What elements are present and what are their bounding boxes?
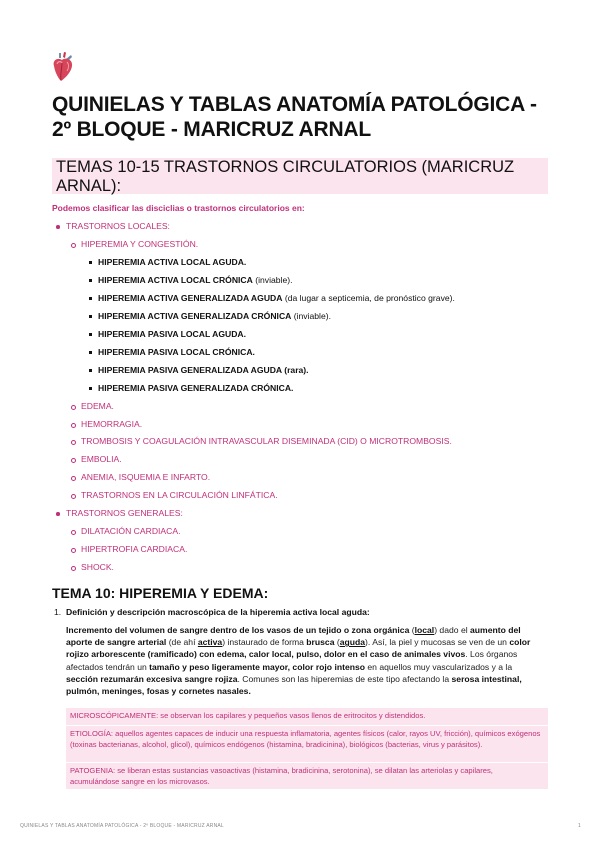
- intro-text: Podemos clasificar las disciclias o trastornos circulatorios en:: [52, 203, 305, 213]
- list-item: HIPEREMIA ACTIVA GENERALIZADA CRÓNICA (inviable).: [98, 311, 332, 321]
- page-number: 1: [578, 823, 581, 829]
- section-heading: TEMAS 10-15 TRASTORNOS CIRCULATORIOS (MARICRUZ ARNAL):: [52, 158, 548, 194]
- list-item-hemorragia: HEMORRAGIA.: [81, 419, 143, 429]
- list-item-anemia: ANEMIA, ISQUEMIA E INFARTO.: [81, 472, 211, 482]
- list-item-dilatacion: DILATACIÓN CARDIACA.: [81, 526, 181, 536]
- list-item: HIPEREMIA PASIVA GENERALIZADA CRÓNICA.: [98, 383, 294, 393]
- anatomical-heart-icon: [50, 52, 76, 82]
- list-item-trastornos-locales: TRASTORNOS LOCALES:: [66, 221, 170, 231]
- list-item-hiperemia: HIPEREMIA Y CONGESTIÓN.: [81, 239, 199, 249]
- item-number: 1.: [54, 607, 62, 617]
- tema10-heading: TEMA 10: HIPEREMIA Y EDEMA:: [52, 585, 269, 601]
- list-item-hipertrofia: HIPERTROFIA CARDIACA.: [81, 544, 188, 554]
- list-item: HIPEREMIA ACTIVA LOCAL AGUDA.: [98, 257, 247, 267]
- footer-title: QUINIELAS Y TABLAS ANATOMÍA PATOLÓGICA - 2º BLOQUE - MARICRUZ ARNAL: [20, 823, 224, 829]
- list-item: HIPEREMIA PASIVA GENERALIZADA AGUDA (rara).: [98, 365, 309, 375]
- list-item-shock: SHOCK.: [81, 562, 114, 572]
- list-item: HIPEREMIA PASIVA LOCAL AGUDA.: [98, 329, 247, 339]
- list-item-linfatica: TRASTORNOS EN LA CIRCULACIÓN LINFÁTICA.: [81, 490, 278, 500]
- list-item-embolia: EMBOLIA.: [81, 454, 122, 464]
- definition-paragraph: Incremento del volumen de sangre dentro de los vasos de un tejido o zona orgánica (local) dado el aumento del aporte de sangre arterial (de ahí activa) instaurado de forma brusca (aguda). Así, la piel y mucosas se ven de un color rojizo arborescente (ramificado) con edema, calor local, pulso, dolor en el caso de animales vivos. Los órganos afectados tendrán un tamaño y peso ligeramente mayor, color rojo intenso en aquellos muy vascularizados y a la sección rezumarán excesiva sangre rojiza. Comunes son las hiperemias de este tipo afectando la serosa intestinal, pulmón, meninges, fosas y cornetes nasales.: [66, 625, 531, 697]
- list-item: HIPEREMIA ACTIVA LOCAL CRÓNICA (inviable).: [98, 275, 293, 285]
- list-item: HIPEREMIA ACTIVA GENERALIZADA AGUDA (da lugar a septicemia, de pronóstico grave).: [98, 293, 455, 303]
- callout-microscopicamente: MICROSCÓPICAMENTE: se observan los capilares y pequeños vasos llenos de eritrocitos y distendidos.: [66, 708, 548, 725]
- list-item-trastornos-generales: TRASTORNOS GENERALES:: [66, 508, 183, 518]
- list-item-trombosis: TROMBOSIS Y COAGULACIÓN INTRAVASCULAR DISEMINADA (CID) O MICROTROMBOSIS.: [81, 436, 452, 446]
- callout-etiologia: ETIOLOGÍA: aquellos agentes capaces de inducir una respuesta inflamatoria, agentes físicos (calor, rayos UV, fricción), químicos exógenos (toxinas bacterianas, alcohol, glicol), químicos endógenos (histamina, bradicinina), biológicos (bacterias, virus y parásitos).: [66, 726, 548, 762]
- list-item-edema: EDEMA.: [81, 401, 114, 411]
- numbered-item-title: 1. Definición y descripción macroscópica de la hiperemia activa local aguda:: [54, 607, 370, 617]
- document-title: QUINIELAS Y TABLAS ANATOMÍA PATOLÓGICA - 2º BLOQUE - MARICRUZ ARNAL: [52, 93, 537, 141]
- list-item: HIPEREMIA PASIVA LOCAL CRÓNICA.: [98, 347, 255, 357]
- callout-patogenia: PATOGENIA: se liberan estas sustancias vasoactivas (histamina, bradicinina, serotonina), se dilatan las arteriolas y capilares, acumulándose sangre en los microvasos.: [66, 763, 548, 789]
